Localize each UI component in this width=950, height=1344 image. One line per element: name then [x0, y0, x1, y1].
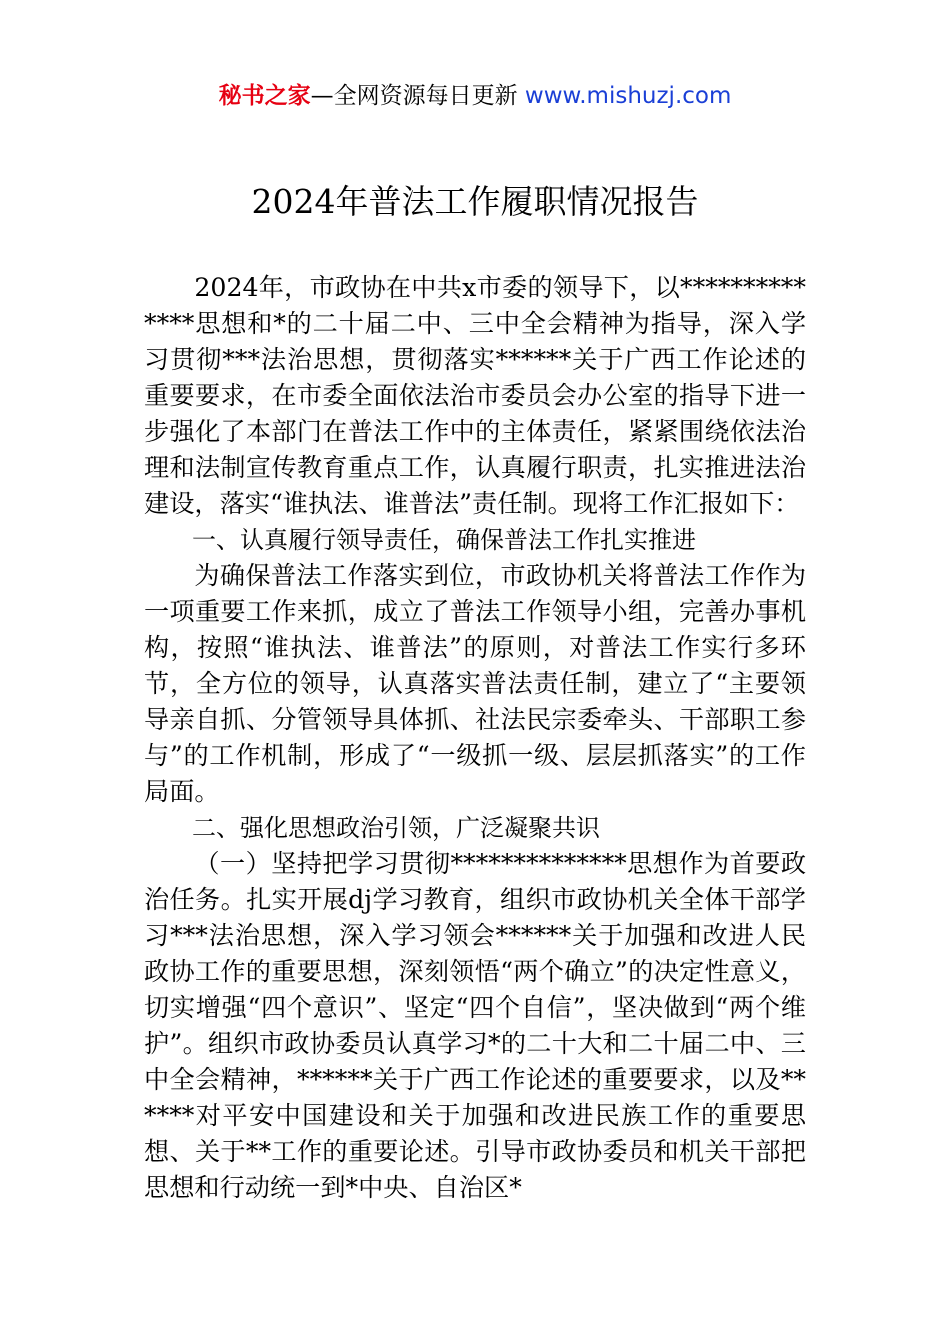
site-url-link[interactable]: www.mishuzj.com — [524, 83, 732, 109]
body-paragraph: 为确保普法工作落实到位，市政协机关将普法工作作为一项重要工作来抓，成立了普法工作领导小组，完善办事机构，按照“谁执法、谁普法”的原则，对普法工作实行多环节，全方位的领导，认真落实普法责任制，建立了“主要领导亲自抓、分管领导具体抓、社法民宗委牵头、干部职工参与”的工作机制，形成了“一级抓一级、层层抓落实”的工作局面。 — [144, 561, 806, 806]
document-body — [144, 270, 806, 1206]
body-paragraph: （一）坚持把学习贯彻**************思想作为首要政治任务。扎实开展dj学习教育，组织市政协机关全体干部学习***法治思想，深入学习领会******关于加强和改进人民政协工作的重要思想，深刻领悟“两个确立”的决定性意义，切实增强“四个意识”、坚定“四个自信”，坚决做到“两个维护”。组织市政协委员认真学习*的二十大和二十届二中、三中全会精神，******关于广西工作论述的重要要求，以及******对平安中国建设和关于加强和改进民族工作的重要思想、关于**工作的重要论述。引导市政协委员和机关干部把思想和行动统一到*中央、自治区* — [144, 849, 806, 1202]
body-paragraph: 2024年，市政协在中共x市委的领导下，以**************思想和*的二十届二中、三中全会精神为指导，深入学习贯彻***法治思想，贯彻落实******关于广西工作论述的重要要求，在市委全面依法治市委员会办公室的指导下进一步强化了本部门在普法工作中的主体责任，紧紧围绕依法治理和法制宣传教育重点工作，认真履行职责，扎实推进法治建设，落实“谁执法、谁普法”责任制。现将工作汇报如下： — [144, 273, 806, 518]
site-tagline: —全网资源每日更新 — [310, 83, 525, 109]
site-brand: 秘书之家 — [218, 83, 311, 109]
section-heading: 二、强化思想政治引领，广泛凝聚共识 — [192, 814, 600, 842]
section-heading: 一、认真履行领导责任，确保普法工作扎实推进 — [192, 526, 696, 554]
site-header — [0, 80, 950, 112]
document-title: 2024年普法工作履职情况报告 — [251, 182, 699, 221]
